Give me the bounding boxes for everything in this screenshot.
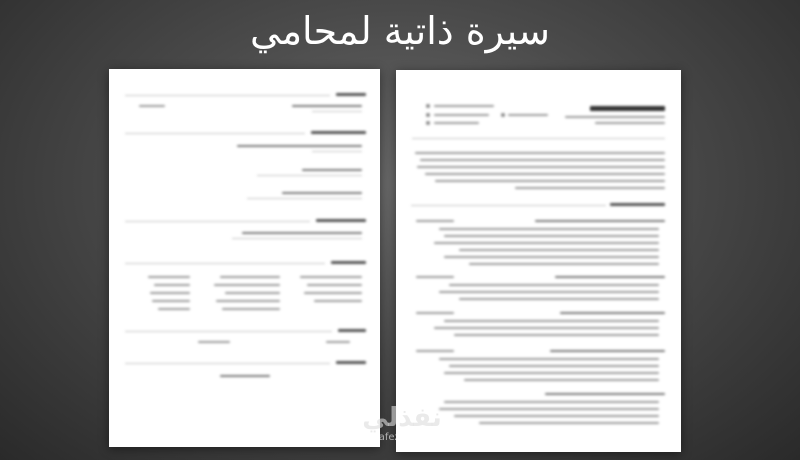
blurred-resume-content <box>396 70 681 452</box>
site-watermark <box>352 404 452 444</box>
watermark-url: nafezly.com <box>372 432 432 443</box>
resume-page-2-preview <box>109 69 380 447</box>
blurred-resume-content <box>109 69 380 447</box>
watermark-logo: نفذلي <box>362 403 442 433</box>
page-headline: سيرة ذاتية لمحامي <box>250 9 550 53</box>
resume-page-1-preview <box>396 70 681 452</box>
